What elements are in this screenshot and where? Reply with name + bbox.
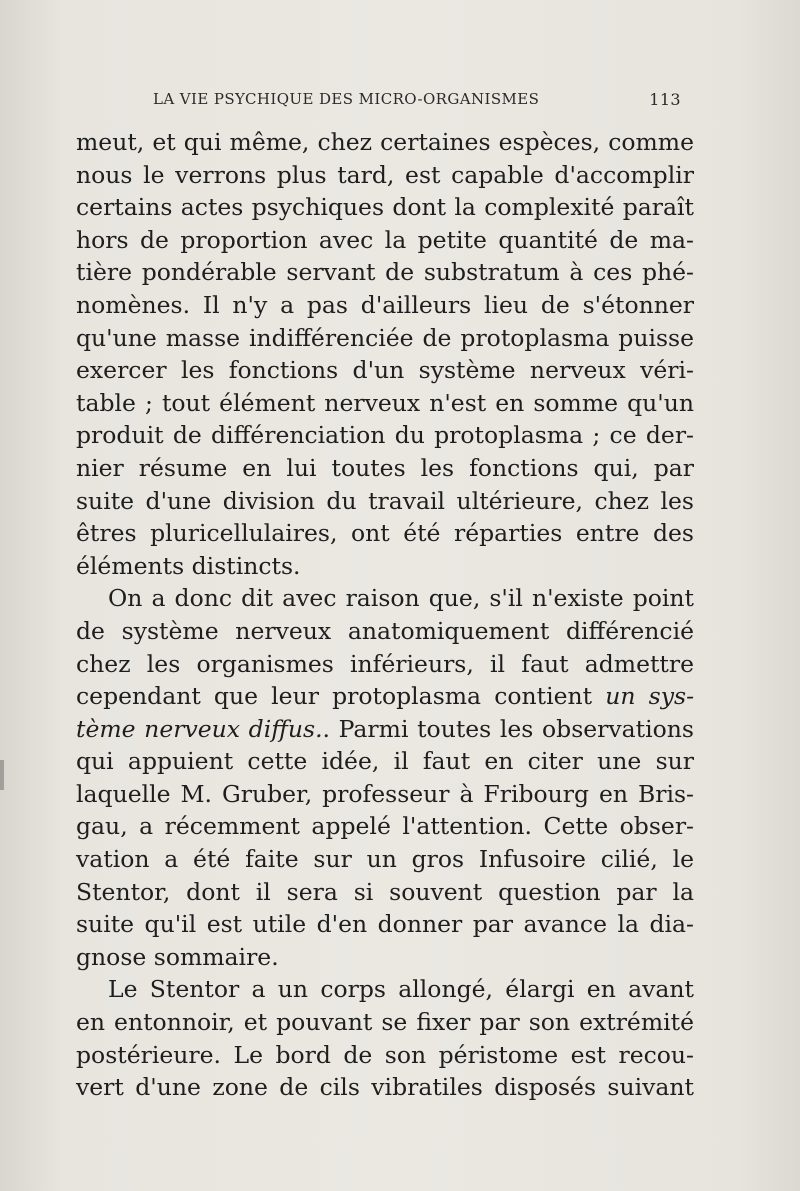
text-line: êtres pluricellulaires, ont été réparties entre des xyxy=(76,519,694,548)
text-line xyxy=(76,713,694,746)
text-line: suite qu'il est utile d'en donner par avance la dia- xyxy=(76,910,694,939)
text-span: . Parmi toutes les observations xyxy=(322,714,694,743)
text-line: produit de différenciation du protoplasma ; ce der- xyxy=(76,421,694,450)
text-line: gau, a récemment appelé l'attention. Cette obser- xyxy=(76,812,694,841)
text-line: qui appuient cette idée, il faut en citer une sur xyxy=(76,747,694,776)
running-head xyxy=(153,90,681,112)
text-line: tière pondérable servant de substratum à ces phé- xyxy=(76,258,694,287)
scan-edge-mark xyxy=(0,760,4,790)
text-line: chez les organismes inférieurs, il faut admettre xyxy=(76,649,694,678)
text-line: Le Stentor a un corps allongé, élargi en avant xyxy=(108,975,694,1004)
text-line: hors de proportion avec la petite quantité de ma- xyxy=(76,225,694,254)
text-line: nomènes. Il n'y a pas d'ailleurs lieu de s'étonner xyxy=(76,290,694,319)
running-title: LA VIE PSYCHIQUE DES MICRO-ORGANISMES xyxy=(153,90,540,108)
text-line: qu'une masse indifférenciée de protoplasma puisse xyxy=(76,323,694,352)
text-line: suite d'une division du travail ultérieure, chez les xyxy=(76,486,694,515)
text-line: certains actes psychiques dont la complexité paraît xyxy=(76,193,694,222)
text-line: vation a été faite sur un gros Infusoire cilié, le xyxy=(76,845,694,874)
text-line: laquelle M. Gruber, professeur à Fribourg en Bris- xyxy=(76,779,694,808)
page-number: 113 xyxy=(649,90,681,109)
text-line: postérieure. Le bord de son péristome est recou- xyxy=(76,1040,694,1069)
text-line: éléments distincts. xyxy=(76,551,301,580)
text-line: Stentor, dont il sera si souvent question par la xyxy=(76,877,694,906)
text-line: gnose sommaire. xyxy=(76,942,279,971)
text-line: meut, et qui même, chez certaines espèces, comme xyxy=(76,128,694,156)
text-line: table ; tout élément nerveux n'est en somme qu'un xyxy=(76,388,694,417)
italic-span: tème nerveux diffus. xyxy=(76,714,323,743)
text-line xyxy=(76,680,694,713)
text-line: nier résume en lui toutes les fonctions qui, par xyxy=(76,453,694,482)
italic-span: un sys- xyxy=(605,682,695,711)
body-text xyxy=(76,126,694,1104)
text-line: On a donc dit avec raison que, s'il n'existe point xyxy=(108,584,694,613)
text-line: en entonnoir, et pouvant se fixer par son extrémité xyxy=(76,1008,694,1037)
text-line: nous le verrons plus tard, est capable d'accomplir xyxy=(76,160,694,189)
text-line: exercer les fonctions d'un système nerveux véri- xyxy=(76,356,694,385)
text-line: de système nerveux anatomiquement différencié xyxy=(76,616,694,645)
text-span: cependant que leur protoplasma contient xyxy=(76,682,593,711)
text-line: vert d'une zone de cils vibratiles disposés suivant xyxy=(76,1073,694,1102)
